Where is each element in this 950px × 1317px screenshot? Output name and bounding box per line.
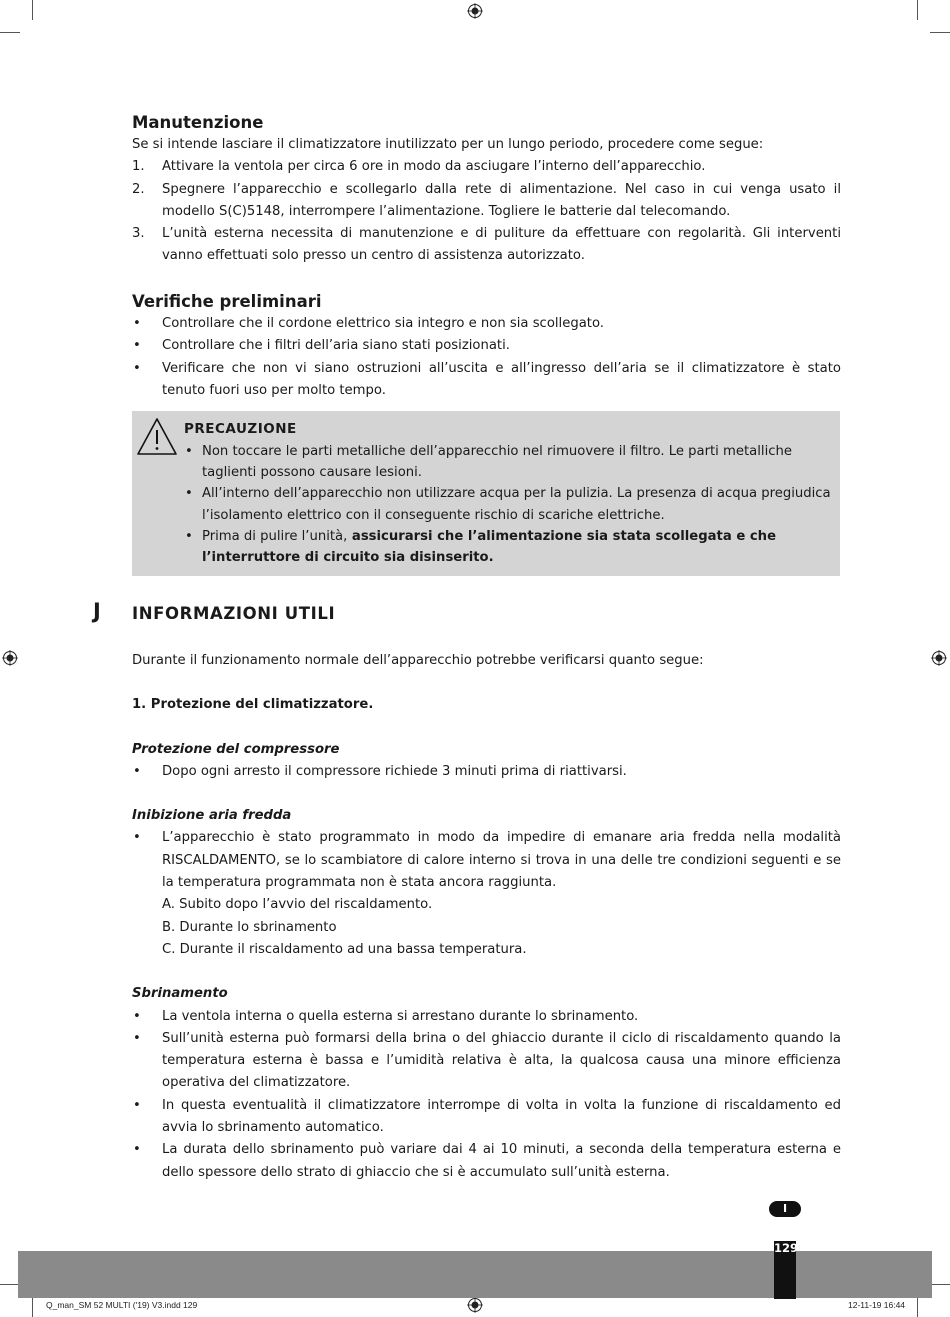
list-item	[132, 1139, 841, 1184]
caution-item-emphasis: assicurarsi che l’alimentazione sia stata scollegata e che l’interruttore di circuito sia disinserito.	[202, 528, 777, 566]
condition-item: C. Durante il riscaldamento ad una bassa temperatura.	[162, 941, 527, 957]
caution-box	[132, 411, 840, 576]
maintenance-section	[132, 112, 841, 268]
list-item-text: L’apparecchio è stato programmato in modo da impedire di emanare aria fredda nella modalità RISCALDAMENTO, se lo scambiatore di calore interno si trova in una delle tre condizioni seguenti e se la temperatura programmata non è stata ancora raggiunta.	[162, 830, 841, 891]
bullet: •	[133, 1030, 141, 1046]
defrost-heading: Sbrinamento	[132, 986, 228, 1002]
bullet: •	[185, 444, 193, 459]
list-item	[132, 1095, 841, 1140]
list-item-text: La ventola interna o quella esterna si arrestano durante lo sbrinamento.	[162, 1008, 639, 1024]
language-badge: I	[769, 1201, 801, 1217]
list-item-text: Controllare che il cordone elettrico sia integro e non sia scollegato.	[162, 316, 604, 331]
compressor-heading: Protezione del compressore	[132, 741, 340, 757]
bullet: •	[133, 830, 141, 846]
list-item	[132, 761, 841, 783]
info-intro: Durante il funzionamento normale dell’apparecchio potrebbe verificarsi quanto segue:	[132, 653, 704, 668]
step-number: 3.	[132, 226, 145, 242]
condition-item: A. Subito dopo l’avvio del riscaldamento.	[162, 897, 433, 913]
caution-title: PRECAUZIONE	[184, 421, 297, 437]
crop-mark	[917, 1297, 918, 1317]
crop-mark	[32, 0, 33, 20]
section-letter: J	[93, 599, 101, 623]
maintenance-step	[132, 179, 841, 224]
caution-item	[184, 483, 832, 525]
registration-mark-icon	[931, 650, 947, 666]
step-text: L’unità esterna necessita di manutenzione e di puliture da effettuare con regolarità. Gli interventi vanno effettuati solo presso un centro di assistenza autorizzato.	[162, 226, 841, 264]
list-item-text: Dopo ogni arresto il compressore richiede 3 minuti prima di riattivarsi.	[162, 763, 627, 779]
page-number: 129	[774, 1241, 796, 1299]
list-item-text: Sull’unità esterna può formarsi della brina o del ghiaccio durante il ciclo di riscaldamento quando la temperatura esterna è bassa e l’umidità relativa è alta, la qualcosa causa una minore efficienza operativa del climatizzatore.	[162, 1030, 841, 1091]
info-section	[132, 650, 841, 1184]
bullet: •	[133, 763, 141, 779]
bullet: •	[133, 338, 141, 354]
crop-mark	[0, 32, 20, 33]
list-item	[132, 335, 841, 357]
print-date: 12-11-19 16:44	[848, 1300, 906, 1310]
list-item	[132, 827, 841, 894]
bullet: •	[133, 1142, 141, 1158]
list-item-text: Verificare che non vi siano ostruzioni all’uscita e all’ingresso dell’aria se il climatizzatore è stato tenuto fuori uso per molto tempo.	[162, 360, 841, 398]
caution-item-text: All’interno dell’apparecchio non utilizzare acqua per la pulizia. La presenza di acqua pregiudica l’isolamento elettrico con il conseguente rischio di scariche elettriche.	[202, 486, 831, 523]
caution-item	[184, 526, 832, 568]
registration-mark-icon	[467, 3, 483, 19]
info-title: INFORMAZIONI UTILI	[132, 604, 336, 623]
list-item-text: In questa eventualità il climatizzatore interrompe di volta in volta la funzione di riscaldamento ed avvia lo sbrinamento automatico.	[162, 1097, 841, 1136]
crop-mark	[930, 32, 950, 33]
bullet: •	[133, 1097, 141, 1113]
registration-mark-icon	[2, 650, 18, 666]
bullet: •	[133, 1008, 141, 1024]
maintenance-step	[132, 156, 841, 178]
registration-mark-icon	[467, 1297, 483, 1313]
list-item	[132, 1006, 841, 1028]
protection-heading: 1. Protezione del climatizzatore.	[132, 697, 374, 713]
condition-item: B. Durante lo sbrinamento	[162, 919, 337, 935]
caution-list	[184, 441, 832, 568]
checks-title: Verifiche preliminari	[132, 292, 322, 311]
maintenance-intro: Se si intende lasciare il climatizzatore inutilizzato per un lungo periodo, procedere come segue:	[132, 137, 764, 152]
caution-item-text: Non toccare le parti metalliche dell’apparecchio nel rimuovere il filtro. Le parti metalliche taglienti possono causare lesioni.	[202, 444, 792, 481]
step-number: 2.	[132, 181, 145, 197]
crop-mark	[32, 1297, 33, 1317]
caution-item-text: Prima di pulire l’unità,	[202, 528, 348, 544]
step-number: 1.	[132, 159, 145, 175]
file-name: Q_man_SM 52 MULTI ('19) V3.indd 129	[46, 1300, 198, 1310]
list-item	[132, 1028, 841, 1095]
list-item-text: Controllare che i filtri dell’aria siano stati posizionati.	[162, 338, 510, 354]
checks-section	[132, 291, 841, 402]
crop-mark	[917, 0, 918, 20]
bullet: •	[185, 486, 193, 502]
maintenance-step	[132, 223, 841, 268]
crop-mark	[930, 1284, 950, 1285]
maintenance-title: Manutenzione	[132, 113, 264, 132]
bullet: •	[185, 528, 193, 544]
crop-mark	[0, 1284, 20, 1285]
caution-item	[184, 441, 832, 483]
bullet: •	[133, 316, 141, 331]
cold-air-heading: Inibizione aria fredda	[132, 808, 292, 824]
bullet: •	[133, 360, 141, 376]
list-item	[132, 313, 841, 335]
warning-icon	[136, 417, 178, 457]
step-text: Attivare la ventola per circa 6 ore in modo da asciugare l’interno dell’apparecchio.	[162, 159, 706, 175]
list-item-text: La durata dello sbrinamento può variare dai 4 ai 10 minuti, a seconda della temperatura esterna e dello spessore dello strato di ghiaccio che si è accumulato sull’unità esterna.	[162, 1142, 841, 1180]
list-item	[132, 358, 841, 403]
step-text: Spegnere l’apparecchio e scollegarlo dalla rete di alimentazione. Nel caso in cui venga usato il modello S(C)5148, interrompere l’alimentazione. Togliere le batterie dal telecomando.	[162, 181, 841, 219]
